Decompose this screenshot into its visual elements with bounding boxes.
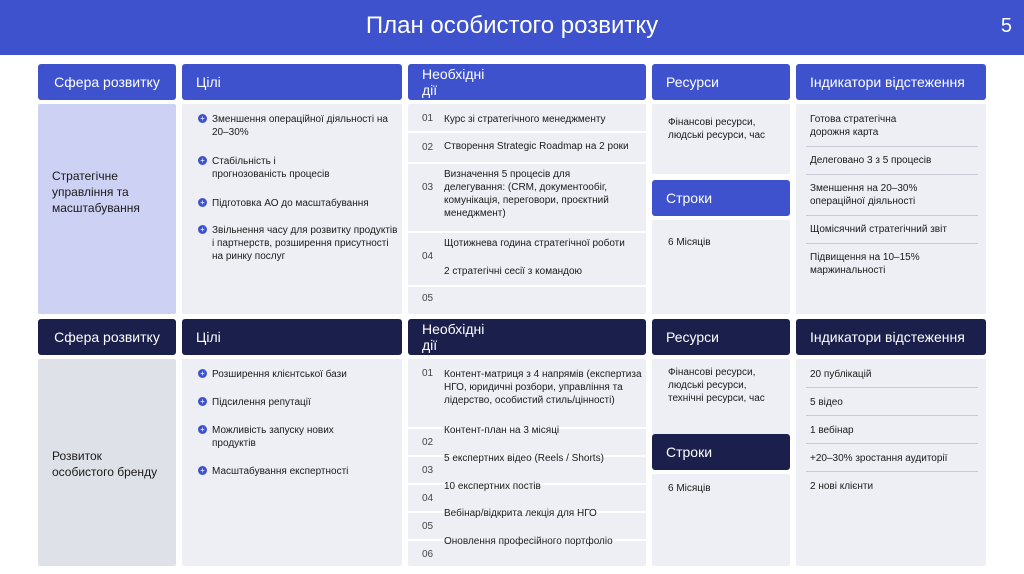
goal-item: + Звільнення часу для розвитку продуктів і партнерств, розширення присутності на ринку послуг xyxy=(198,224,398,263)
goal-item: + Можливість запуску нових продуктів xyxy=(198,424,358,450)
action-item: Вебінар/відкрита лекція для НГО xyxy=(444,508,597,519)
indicator-item: Щомісячний стратегічний звіт xyxy=(810,224,947,235)
header-terms-2: Строки xyxy=(652,434,790,470)
action-item: Оновлення професійного портфоліо xyxy=(444,536,613,547)
header-indicators-2: Індикатори відстеження xyxy=(796,319,986,355)
resources-text: Фінансові ресурси, людські ресурси, час xyxy=(668,117,766,141)
goal-item: + Стабільність і прогнозованість процесів xyxy=(198,155,348,181)
action-number: 01 xyxy=(422,113,434,124)
page-number: 5 xyxy=(1000,15,1012,37)
action-number: 02 xyxy=(422,437,434,448)
action-number: 03 xyxy=(422,182,434,193)
plus-circle-icon: + xyxy=(198,425,207,434)
goal-item: + Підсилення репутації xyxy=(198,396,398,409)
header-sphere-2: Сфера розвитку xyxy=(38,319,176,355)
header-actions-2 xyxy=(408,319,646,355)
header-indicators-1: Індикатори відстеження xyxy=(796,64,986,100)
goal-item: + Підготовка АО до масштабування xyxy=(198,197,398,210)
action-item: 5 експертних відео (Reels / Shorts) xyxy=(444,453,604,464)
indicator-item: 20 публікацій xyxy=(810,369,872,380)
indicator-item: Готова стратегічна дорожня карта xyxy=(810,114,897,138)
action-item: 2 стратегічні сесії з командою xyxy=(444,266,583,277)
action-number: 04 xyxy=(422,493,434,504)
header-actions-label: Необхідні дії xyxy=(422,66,485,98)
header-actions-1 xyxy=(408,64,646,100)
header-terms-1: Строки xyxy=(652,180,790,216)
row-divider xyxy=(408,162,646,164)
action-number: 04 xyxy=(422,251,434,262)
header-goals-1: Цілі xyxy=(182,64,402,100)
header-resources-1: Ресурси xyxy=(652,64,790,100)
row-divider xyxy=(408,131,646,133)
indicator-item: Делеговано 3 з 5 процесів xyxy=(810,155,932,166)
row-divider xyxy=(806,243,978,244)
goal-item: + Масштабування експертності xyxy=(198,465,398,478)
action-number: 05 xyxy=(422,293,434,304)
plus-circle-icon: + xyxy=(198,198,207,207)
indicator-item: 5 відео xyxy=(810,397,843,408)
action-number: 05 xyxy=(422,521,434,532)
action-number: 03 xyxy=(422,465,434,476)
plus-circle-icon: + xyxy=(198,156,207,165)
action-item: Створення Strategic Roadmap на 2 роки xyxy=(444,141,629,152)
resources-text: Фінансові ресурси, людські ресурси, технічні ресурси, час xyxy=(668,367,765,404)
header-actions-label: Необхідні дії xyxy=(422,321,485,353)
row-divider xyxy=(806,471,978,472)
indicator-item: Зменшення на 20–30% операційної діяльності xyxy=(810,183,918,207)
row-divider xyxy=(806,174,978,175)
action-item: Щотижнева година стратегічної роботи xyxy=(444,238,625,249)
header-sphere-1: Сфера розвитку xyxy=(38,64,176,100)
header-goals-2: Цілі xyxy=(182,319,402,355)
action-item: Контент-план на 3 місяці xyxy=(444,425,560,436)
plus-circle-icon: + xyxy=(198,225,207,234)
goal-item: + Зменшення операційної діяльності на 20–30% xyxy=(198,113,398,139)
action-number: 01 xyxy=(422,368,434,379)
row-divider xyxy=(806,387,978,388)
plus-circle-icon: + xyxy=(198,369,207,378)
row-divider xyxy=(806,443,978,444)
sphere-label-2: Розвиток особистого бренду xyxy=(52,449,158,479)
action-item: 10 експертних постів xyxy=(444,481,541,492)
action-item: Визначення 5 процесів для делегування: (CRM, документообіг, комунікація, переговори, проєктний менеджмент) xyxy=(444,169,609,219)
term-text: 6 Місяців xyxy=(668,237,711,248)
goal-item: + Розширення клієнтської бази xyxy=(198,368,398,381)
row-divider xyxy=(806,146,978,147)
action-number: 02 xyxy=(422,142,434,153)
indicator-item: 1 вебінар xyxy=(810,425,854,436)
plus-circle-icon: + xyxy=(198,397,207,406)
row-divider xyxy=(806,215,978,216)
page-title: План особистого розвитку xyxy=(365,12,659,39)
goals-panel-2 xyxy=(182,359,402,566)
indicator-item: +20–30% зростання аудиторії xyxy=(810,453,948,464)
sphere-label-1: Стратегічне управління та масштабування xyxy=(52,169,140,215)
plus-circle-icon: + xyxy=(198,114,207,123)
row-divider xyxy=(806,415,978,416)
header-resources-2: Ресурси xyxy=(652,319,790,355)
indicator-item: 2 нові клієнти xyxy=(810,481,874,492)
action-number: 06 xyxy=(422,549,434,560)
term-text: 6 Місяців xyxy=(668,483,711,494)
title-bar xyxy=(0,0,1024,55)
row-divider xyxy=(408,231,646,233)
action-item: Контент-матриця з 4 напрямів (експертиза НГО, юридичні розбори, управління та лідерство, особистий стиль/цінності) xyxy=(444,369,642,406)
plus-circle-icon: + xyxy=(198,466,207,475)
row-divider xyxy=(408,285,646,287)
terms-panel-1 xyxy=(652,220,790,314)
indicator-item: Підвищення на 10–15% маржинальності xyxy=(810,252,920,276)
action-item: Курс зі стратегічного менеджменту xyxy=(444,114,606,125)
